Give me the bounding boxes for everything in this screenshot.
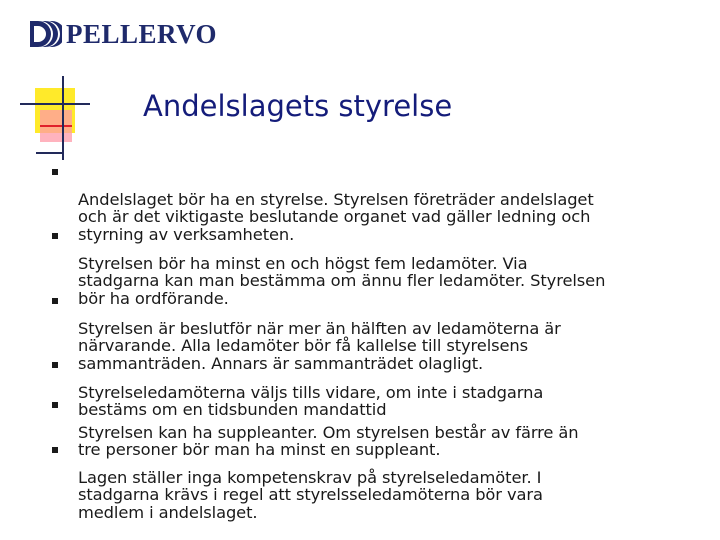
slide-title: Andelslagets styrelse	[143, 89, 453, 123]
bullet-text: Lagen ställer inga kompetenskrav på styrelseledamöter. I stadgarna krävs i regel att styrelsseledamöterna bör vara medlem i andelslaget.	[78, 467, 543, 523]
bullet-square-icon	[52, 169, 58, 175]
pellervo-logo	[28, 14, 217, 54]
bullet-text: Styrelseledamöterna väljs tills vidare, om inte i stadgarna bestäms om en tidsbunden mandattid	[78, 382, 544, 420]
bullet-square-icon	[52, 447, 58, 453]
bullet-square-icon	[52, 233, 58, 239]
decoration-red-line	[40, 125, 72, 127]
bullet-text: Andelslaget bör ha en styrelse. Styrelsen företräder andelslaget och är det viktigaste beslutande organet vad gäller ledning och styrning av verksamheten.	[78, 189, 594, 245]
bullet-item	[78, 433, 698, 522]
decoration-horizontal-line	[20, 103, 90, 105]
decoration-vertical-line	[62, 76, 64, 160]
pellervo-emblem-icon	[28, 18, 62, 50]
bullet-text: Styrelsen bör ha minst en och högst fem ledamöter. Via stadgarna kan man bestämma om ännu fler ledamöter. Styrelsen bör ha ordförande.	[78, 253, 606, 309]
decoration-short-rule	[36, 152, 64, 154]
bullet-square-icon	[52, 362, 58, 368]
logo-wordmark: PELLERVO	[66, 18, 218, 49]
bullet-square-icon	[52, 402, 58, 408]
bullet-text: Styrelsen är beslutför när mer än hälften av ledamöterna är närvarande. Alla ledamöter bör få kallelse till styrelsens sammanträden. Annars är sammanträdet olagligt.	[78, 318, 561, 374]
bullet-text: Styrelsen kan ha suppleanter. Om styrelsen består av färre än tre personer bör man ha minst en suppleant.	[78, 422, 579, 460]
bullet-square-icon	[52, 298, 58, 304]
